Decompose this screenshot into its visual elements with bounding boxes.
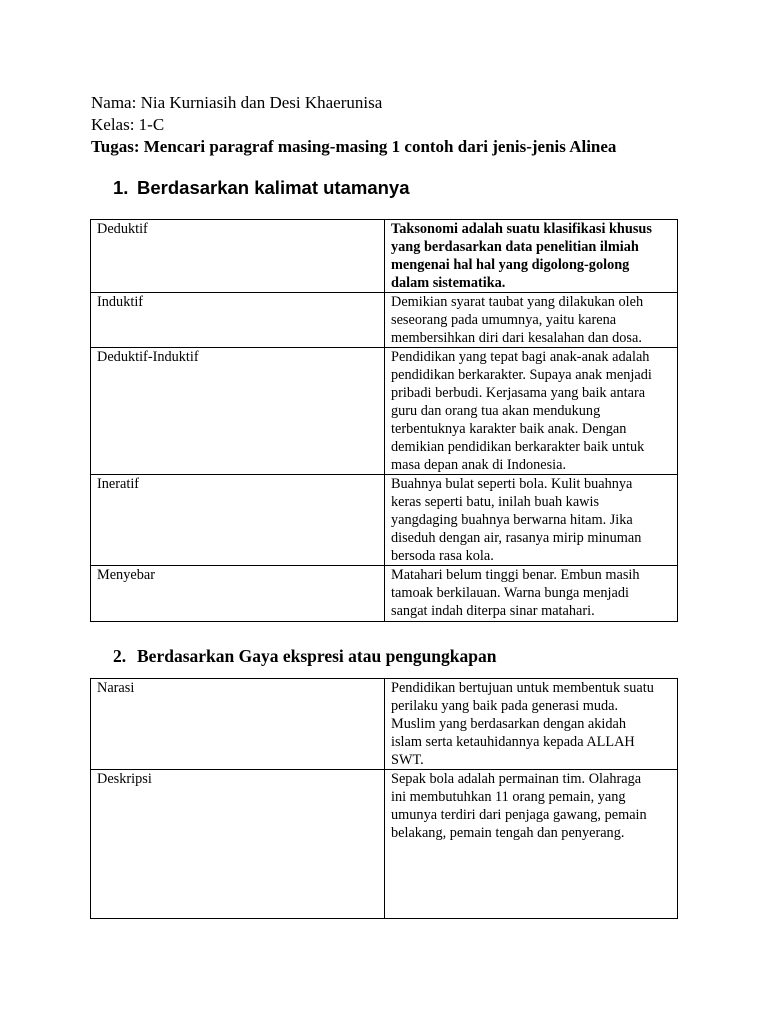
contoh-line: belakang, pemain tengah dan penyerang. (391, 825, 625, 841)
section-1-heading (113, 177, 410, 199)
contoh-cell (385, 566, 678, 622)
contoh-line: perilaku yang baik pada generasi muda. (391, 698, 619, 714)
jenis-cell: Deskripsi (91, 770, 385, 919)
contoh-line: Buahnya bulat seperti bola. Kulit buahnya (391, 476, 633, 492)
contoh-cell (385, 293, 678, 348)
contoh-line: Muslim yang berdasarkan dengan akidah (391, 716, 627, 732)
contoh-line: pendidikan berkarakter. Supaya anak menjadi (391, 367, 652, 383)
contoh-line: guru dan orang tua akan mendukung (391, 403, 601, 419)
section-2-heading (113, 646, 497, 667)
table-row (91, 770, 678, 919)
section-2-table (90, 678, 678, 919)
contoh-line: ini membutuhkan 11 orang pemain, yang (391, 789, 626, 805)
table-row (91, 293, 678, 348)
jenis-cell: Deduktif-Induktif (91, 348, 385, 475)
table-row (91, 679, 678, 770)
contoh-line: dalam sistematika. (391, 275, 506, 291)
contoh-line: pribadi berbudi. Kerjasama yang baik antara (391, 385, 646, 401)
contoh-line: umunya terdiri dari penjaga gawang, pemain (391, 807, 647, 823)
table-row (91, 566, 678, 622)
jenis-cell: Ineratif (91, 475, 385, 566)
contoh-line: mengenai hal hal yang digolong-golong (391, 257, 630, 273)
section-1-table (90, 219, 678, 622)
contoh-line: sangat indah diterpa sinar matahari. (391, 603, 595, 619)
jenis-cell: Narasi (91, 679, 385, 770)
tugas-line: Tugas: Mencari paragraf masing-masing 1 contoh dari jenis-jenis Alinea (91, 137, 617, 156)
contoh-line: Pendidikan bertujuan untuk membentuk suatu (391, 680, 654, 696)
section-2-title: Berdasarkan Gaya ekspresi atau pengungkapan (137, 646, 497, 666)
contoh-line: yangdaging buahnya berwarna hitam. Jika (391, 512, 633, 528)
contoh-cell (385, 679, 678, 770)
jenis-cell: Deduktif (91, 220, 385, 293)
contoh-line: tamoak berkilauan. Warna bunga menjadi (391, 585, 629, 601)
jenis-cell: Induktif (91, 293, 385, 348)
section-2-number: 2. (113, 646, 127, 666)
document-header (91, 92, 616, 158)
kelas-line: Kelas: 1-C (91, 115, 165, 134)
jenis-cell: Menyebar (91, 566, 385, 622)
contoh-line: terbentuknya karakter baik anak. Dengan (391, 421, 627, 437)
contoh-line: islam serta ketauhidannya kepada ALLAH (391, 734, 635, 750)
table-row (91, 475, 678, 566)
contoh-line: masa depan anak di Indonesia. (391, 457, 567, 473)
contoh-line: Taksonomi adalah suatu klasifikasi khusus (391, 221, 652, 237)
contoh-line: Sepak bola adalah permainan tim. Olahraga (391, 771, 642, 787)
contoh-cell (385, 348, 678, 475)
contoh-line: seseorang pada umumnya, yaitu karena (391, 312, 617, 328)
contoh-line: membersihkan diri dari kesalahan dan dosa. (391, 330, 642, 346)
contoh-line: Pendidikan yang tepat bagi anak-anak adalah (391, 349, 650, 365)
section-1-number: 1. (113, 177, 129, 198)
contoh-line: demikian pendidikan berkarakter baik untuk (391, 439, 645, 455)
contoh-line: Matahari belum tinggi benar. Embun masih (391, 567, 640, 583)
contoh-cell (385, 220, 678, 293)
contoh-cell (385, 770, 678, 919)
contoh-line: Demikian syarat taubat yang dilakukan oleh (391, 294, 644, 310)
section-1-title: Berdasarkan kalimat utamanya (137, 177, 410, 198)
contoh-line: yang berdasarkan data penelitian ilmiah (391, 239, 639, 255)
table-row (91, 348, 678, 475)
contoh-line: SWT. (391, 752, 424, 768)
table-row (91, 220, 678, 293)
contoh-cell (385, 475, 678, 566)
contoh-line: bersoda rasa kola. (391, 548, 494, 564)
nama-line: Nama: Nia Kurniasih dan Desi Khaerunisa (91, 93, 383, 112)
contoh-line: diseduh dengan air, rasanya mirip minuman (391, 530, 642, 546)
contoh-line: keras seperti batu, inilah buah kawis (391, 494, 600, 510)
